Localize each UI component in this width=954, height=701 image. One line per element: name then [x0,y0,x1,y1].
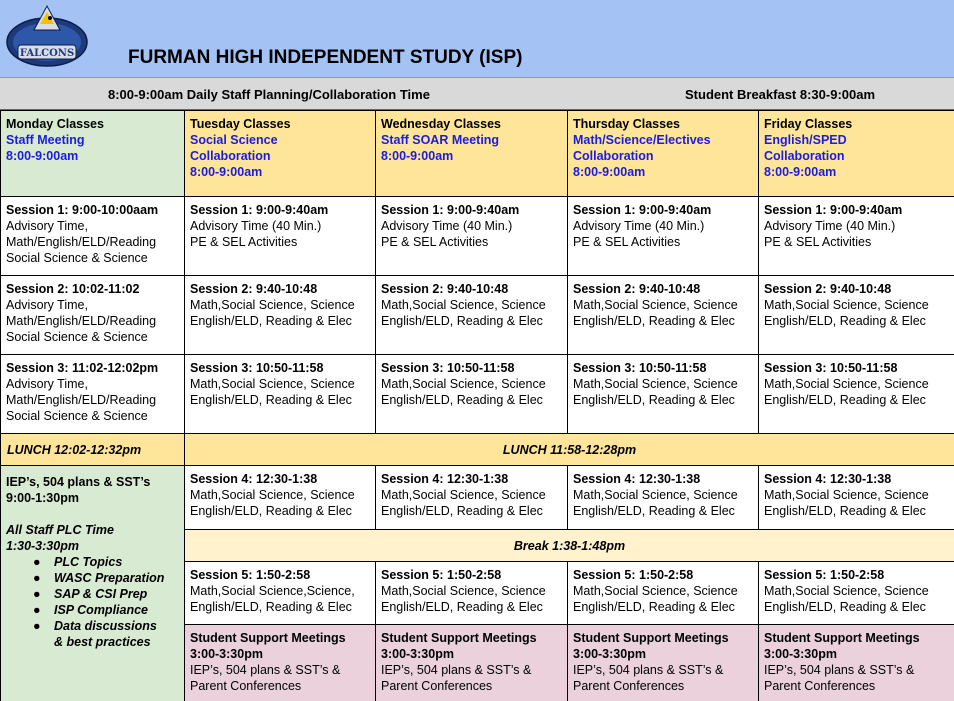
column-sub: 8:00-9:00am [573,165,646,179]
wednesday-session-5 [376,562,568,625]
tuesday-support [185,625,376,701]
plc-item: ● SAP & CSI Prep [33,587,148,601]
friday-session-1 [759,197,954,276]
session-title: Session 5: 1:50-2:58 [381,568,502,582]
support-line: IEP’s, 504 plans & SST’s & [381,663,532,677]
support-time: 3:00-3:30pm [381,647,454,661]
session-line: Social Science & Science [6,251,148,265]
session-line: English/ELD, Reading & Elec [190,504,352,518]
tuesday-session-1 [185,197,376,276]
thursday-session-2 [568,276,759,355]
page-title: FURMAN HIGH INDEPENDENT STUDY (ISP) [128,47,523,68]
friday-header [759,111,954,197]
session-line: English/ELD, Reading & Elec [381,393,543,407]
tuesday-session-2 [185,276,376,355]
session-line: English/ELD, Reading & Elec [573,504,735,518]
session-title: Session 3: 10:50-11:58 [573,361,707,375]
session-title: Session 2: 9:40-10:48 [190,282,318,296]
iep-time: 9:00-1:30pm [6,491,79,505]
thursday-session-1 [568,197,759,276]
session-line: Math,Social Science, Science [764,377,929,391]
friday-session-2 [759,276,954,355]
session-title: Session 2: 10:02-11:02 [6,282,140,296]
column-heading: Thursday Classes [573,117,680,131]
column-heading: Monday Classes [6,117,104,131]
session-4-row [1,466,954,530]
session-line: English/ELD, Reading & Elec [381,504,543,518]
session-line: Advisory Time (40 Min.) [573,219,705,233]
session-line: Advisory Time (40 Min.) [764,219,896,233]
session-1-row [1,197,954,276]
plc-time: 1:30-3:30pm [6,539,79,553]
monday-lunch: LUNCH 12:02-12:32pm [1,434,185,466]
schedule-table [0,110,954,701]
session-title: Session 3: 10:50-11:58 [764,361,898,375]
session-line: Math,Social Science, Science [190,488,355,502]
support-line: IEP’s, 504 plans & SST’s & [190,663,341,677]
session-line: Advisory Time (40 Min.) [190,219,322,233]
support-time: 3:00-3:30pm [190,647,263,661]
column-sub: Math/Science/Electives [573,133,711,147]
session-line: Advisory Time, [6,377,88,391]
session-line: Advisory Time, [6,219,88,233]
session-2-row [1,276,954,355]
session-title: Session 4: 12:30-1:38 [381,472,509,486]
iep-title: IEP’s, 504 plans & SST’s [6,475,151,489]
logo-text: FALCONS [19,48,75,59]
session-line: English/ELD, Reading & Elec [381,314,543,328]
session-line: Math,Social Science, Science [381,488,546,502]
falcons-logo [4,2,90,74]
session-title: Session 5: 1:50-2:58 [190,568,311,582]
session-title: Session 1: 9:00-9:40am [381,203,520,217]
monday-session-1 [1,197,185,276]
thursday-header [568,111,759,197]
session-line: Social Science & Science [6,330,148,344]
session-title: Session 1: 9:00-9:40am [573,203,712,217]
session-line: Math,Social Science, Science [573,488,738,502]
session-line: Math,Social Science, Science [190,377,355,391]
session-line: English/ELD, Reading & Elec [573,600,735,614]
plc-item: ● WASC Preparation [33,571,165,585]
session-3-row [1,355,954,434]
plc-item: & best practices [54,635,151,649]
session-line: Social Science & Science [6,409,148,423]
wednesday-session-1 [376,197,568,276]
session-title: Session 4: 12:30-1:38 [190,472,318,486]
wednesday-session-2 [376,276,568,355]
support-line: Parent Conferences [381,679,493,693]
session-line: Math,Social Science, Science [190,298,355,312]
column-heading: Wednesday Classes [381,117,501,131]
column-sub: Staff Meeting [6,133,85,147]
support-title: Student Support Meetings [381,631,537,645]
tuesday-session-4 [185,466,376,530]
wednesday-header [376,111,568,197]
column-sub: English/SPED [764,133,847,147]
column-sub: 8:00-9:00am [6,149,79,163]
monday-header [1,111,185,197]
column-sub: 8:00-9:00am [381,149,454,163]
session-line: Math/English/ELD/Reading [6,235,157,249]
friday-session-5 [759,562,954,625]
session-line: English/ELD, Reading & Elec [764,504,926,518]
column-heading: Tuesday Classes [190,117,291,131]
session-line: Math,Social Science, Science [573,584,738,598]
support-line: Parent Conferences [764,679,876,693]
wednesday-session-3 [376,355,568,434]
session-title: Session 5: 1:50-2:58 [764,568,885,582]
session-title: Session 4: 12:30-1:38 [764,472,892,486]
session-line: English/ELD, Reading & Elec [764,314,926,328]
tuesday-session-3 [185,355,376,434]
session-line: PE & SEL Activities [573,235,681,249]
support-line: Parent Conferences [573,679,685,693]
support-line: IEP’s, 504 plans & SST’s & [573,663,724,677]
day-header-row [1,111,954,197]
session-title: Session 5: 1:50-2:58 [573,568,694,582]
wednesday-support [376,625,568,701]
info-bar [0,77,954,110]
session-line: PE & SEL Activities [381,235,489,249]
session-line: English/ELD, Reading & Elec [381,600,543,614]
column-sub: Staff SOAR Meeting [381,133,500,147]
column-sub: 8:00-9:00am [764,165,837,179]
support-line: IEP’s, 504 plans & SST’s & [764,663,915,677]
session-title: Session 2: 9:40-10:48 [764,282,892,296]
session-title: Session 2: 9:40-10:48 [381,282,509,296]
friday-session-4 [759,466,954,530]
session-line: PE & SEL Activities [764,235,872,249]
thursday-support [568,625,759,701]
column-sub: Collaboration [190,149,271,163]
monday-session-2 [1,276,185,355]
session-title: Session 3: 10:50-11:58 [381,361,515,375]
support-time: 3:00-3:30pm [764,647,837,661]
support-title: Student Support Meetings [764,631,920,645]
session-line: English/ELD, Reading & Elec [190,600,352,614]
session-line: Math,Social Science, Science [573,377,738,391]
friday-support [759,625,954,701]
session-line: English/ELD, Reading & Elec [573,314,735,328]
session-line: Math,Social Science, Science [381,298,546,312]
session-title: Session 3: 11:02-12:02pm [6,361,159,375]
session-line: PE & SEL Activities [190,235,298,249]
tuesday-header [185,111,376,197]
session-title: Session 1: 9:00-9:40am [190,203,329,217]
session-line: Advisory Time (40 Min.) [381,219,513,233]
weekday-break: Break 1:38-1:48pm [185,530,954,562]
plc-item: ● Data discussions [33,619,157,633]
support-line: Parent Conferences [190,679,302,693]
session-title: Session 1: 9:00-9:40am [764,203,903,217]
page-header [0,0,954,77]
session-line: Math,Social Science, Science [573,298,738,312]
session-title: Session 3: 10:50-11:58 [190,361,324,375]
column-sub: Collaboration [764,149,845,163]
session-line: Math/English/ELD/Reading [6,393,157,407]
student-breakfast-time: Student Breakfast 8:30-9:00am [685,87,876,102]
session-line: English/ELD, Reading & Elec [190,393,352,407]
staff-planning-time: 8:00-9:00am Daily Staff Planning/Collaboration Time [108,87,430,102]
session-line: English/ELD, Reading & Elec [764,600,926,614]
session-title: Session 2: 9:40-10:48 [573,282,701,296]
monday-afternoon [1,466,185,701]
lunch-row [1,434,954,466]
column-sub: 8:00-9:00am [190,165,263,179]
session-line: Math,Social Science, Science [381,377,546,391]
session-title: Session 4: 12:30-1:38 [573,472,701,486]
column-sub: Social Science [190,133,278,147]
session-line: Math,Social Science,Science, [190,584,355,598]
thursday-session-3 [568,355,759,434]
wednesday-session-4 [376,466,568,530]
plc-item: ● ISP Compliance [33,603,149,617]
plc-item: ● PLC Topics [33,555,123,569]
plc-title: All Staff PLC Time [6,523,114,537]
column-sub: Collaboration [573,149,654,163]
support-title: Student Support Meetings [573,631,729,645]
session-line: English/ELD, Reading & Elec [190,314,352,328]
thursday-session-5 [568,562,759,625]
friday-session-3 [759,355,954,434]
session-line: English/ELD, Reading & Elec [764,393,926,407]
thursday-session-4 [568,466,759,530]
session-line: Math/English/ELD/Reading [6,314,157,328]
column-heading: Friday Classes [764,117,853,131]
monday-session-3 [1,355,185,434]
session-line: Math,Social Science, Science [764,488,929,502]
plc-list [6,554,179,650]
support-time: 3:00-3:30pm [573,647,646,661]
weekday-lunch: LUNCH 11:58-12:28pm [185,434,954,466]
session-line: Math,Social Science, Science [381,584,546,598]
session-title: Session 1: 9:00-10:00aam [6,203,159,217]
tuesday-session-5 [185,562,376,625]
session-line: Math,Social Science, Science [764,298,929,312]
session-line: English/ELD, Reading & Elec [573,393,735,407]
session-line: Math,Social Science, Science [764,584,929,598]
support-title: Student Support Meetings [190,631,346,645]
session-line: Advisory Time, [6,298,88,312]
